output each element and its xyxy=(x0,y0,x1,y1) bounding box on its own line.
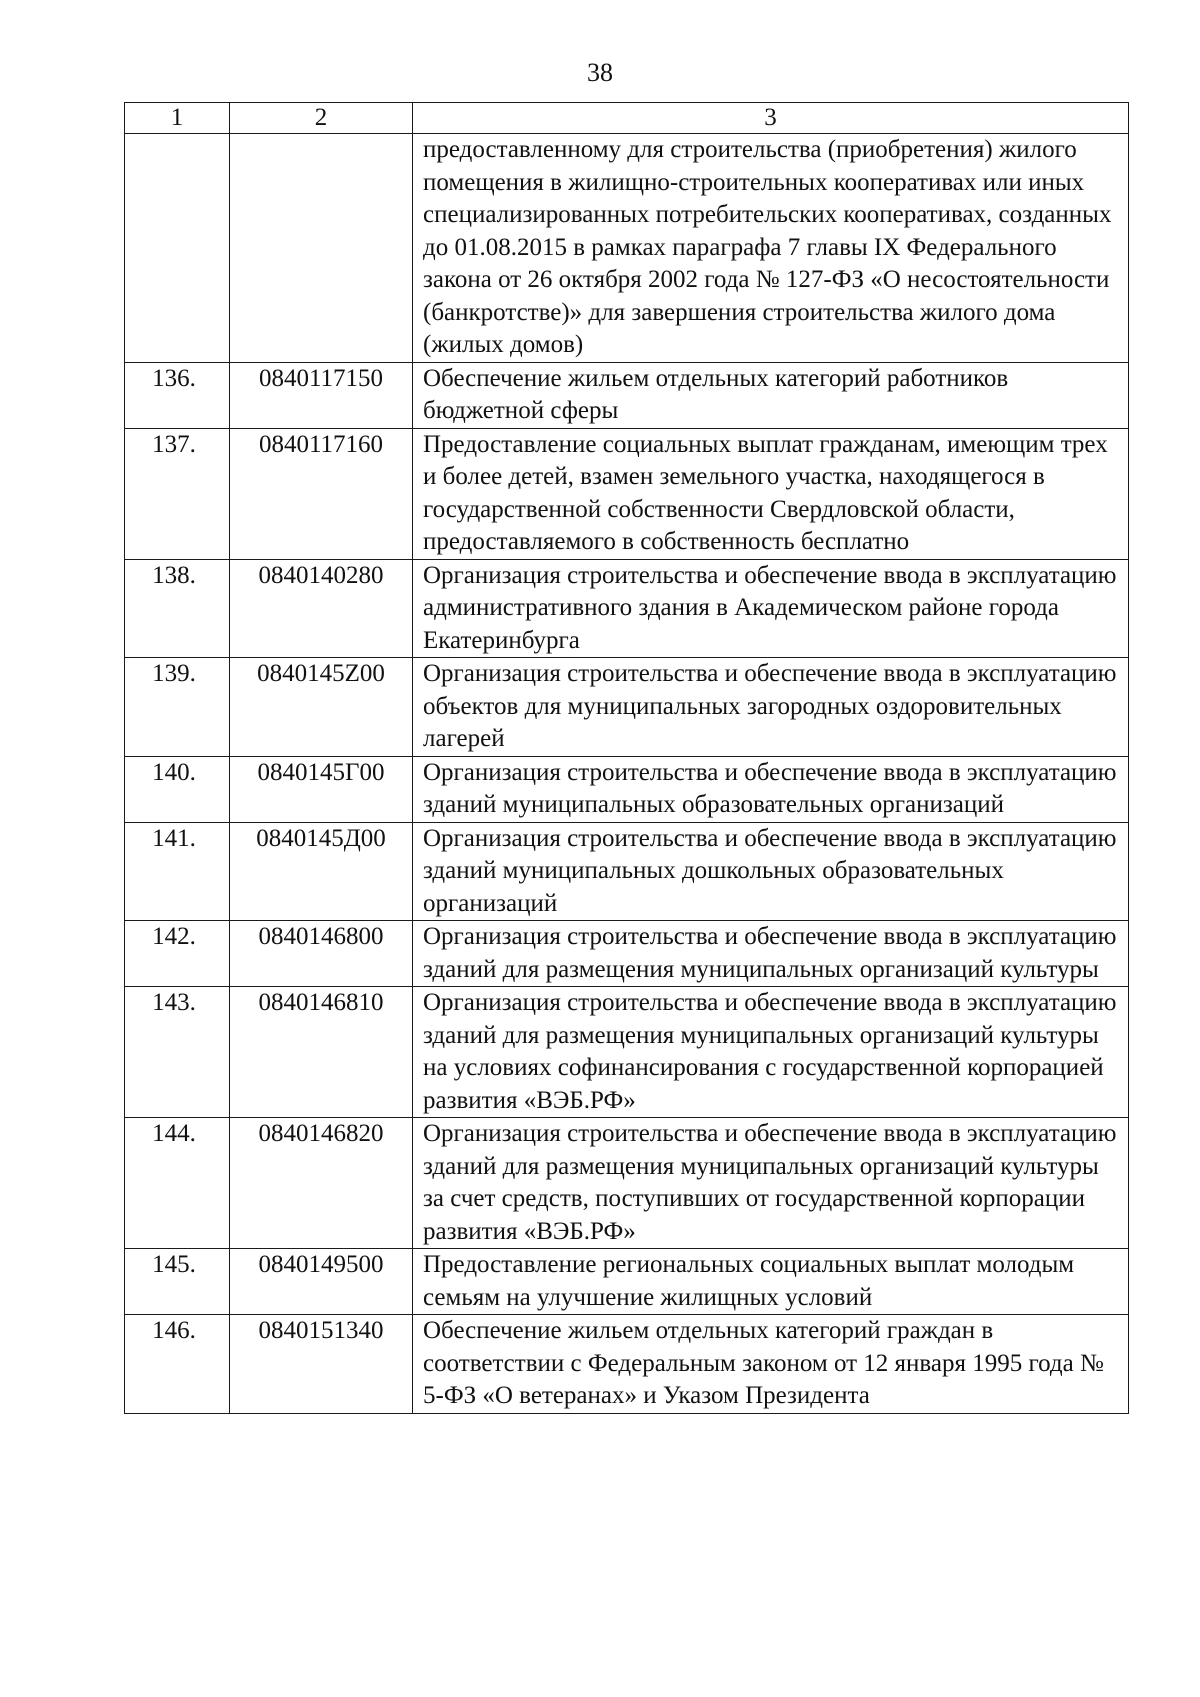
row-code: 0840146800 xyxy=(230,921,413,987)
row-code: 0840146810 xyxy=(230,987,413,1118)
row-description: Организация строительства и обеспечение ввода в эксплуатацию зданий для размещения муниципальных организаций культуры xyxy=(413,921,1129,987)
table-row xyxy=(125,134,1129,363)
column-header-3: 3 xyxy=(413,103,1129,134)
row-number: 138. xyxy=(125,559,230,658)
row-number: 143. xyxy=(125,987,230,1118)
row-description: Организация строительства и обеспечение ввода в эксплуатацию зданий муниципальных образовательных организаций xyxy=(413,756,1129,822)
row-code: 0840145Д00 xyxy=(230,822,413,921)
document-table xyxy=(124,102,1129,1414)
table-row xyxy=(125,756,1129,822)
row-code: 0840151340 xyxy=(230,1315,413,1414)
table-row xyxy=(125,428,1129,559)
table-row xyxy=(125,822,1129,921)
table-row xyxy=(125,987,1129,1118)
column-header-2: 2 xyxy=(230,103,413,134)
row-code: 0840145Z00 xyxy=(230,658,413,757)
column-header-1: 1 xyxy=(125,103,230,134)
table-row xyxy=(125,921,1129,987)
row-description: Обеспечение жильем отдельных категорий работников бюджетной сферы xyxy=(413,362,1129,428)
row-number: 137. xyxy=(125,428,230,559)
table-row xyxy=(125,362,1129,428)
row-code xyxy=(230,134,413,363)
row-number: 139. xyxy=(125,658,230,757)
row-code: 0840145Г00 xyxy=(230,756,413,822)
page-number: 38 xyxy=(587,58,613,87)
row-code: 0840146820 xyxy=(230,1118,413,1249)
row-description: предоставленному для строительства (приобретения) жилого помещения в жилищно-строительных кооперативах или иных специализированных потребительских кооперативах, созданных до 01.08.2015 в рамках параграфа 7 главы IX Федерального закона от 26 октября 2002 года № 127-ФЗ «О несостоятельности (банкротстве)» для завершения строительства жилого дома (жилых домов) xyxy=(413,134,1129,363)
table-row xyxy=(125,658,1129,757)
row-description: Предоставление региональных социальных выплат молодым семьям на улучшение жилищных условий xyxy=(413,1249,1129,1315)
row-number: 136. xyxy=(125,362,230,428)
table-row xyxy=(125,559,1129,658)
row-description: Организация строительства и обеспечение ввода в эксплуатацию зданий для размещения муниципальных организаций культуры на условиях софинансирования с государственной корпорацией развития «ВЭБ.РФ» xyxy=(413,987,1129,1118)
table-row xyxy=(125,1118,1129,1249)
row-number: 140. xyxy=(125,756,230,822)
row-description: Организация строительства и обеспечение ввода в эксплуатацию административного здания в Академическом районе города Екатеринбурга xyxy=(413,559,1129,658)
row-code: 0840117150 xyxy=(230,362,413,428)
table-row xyxy=(125,1249,1129,1315)
row-number xyxy=(125,134,230,363)
row-code: 0840149500 xyxy=(230,1249,413,1315)
row-description: Организация строительства и обеспечение ввода в эксплуатацию объектов для муниципальных загородных оздоровительных лагерей xyxy=(413,658,1129,757)
row-code: 0840117160 xyxy=(230,428,413,559)
row-description: Обеспечение жильем отдельных категорий граждан в соответствии с Федеральным законом от 12 января 1995 года № 5-ФЗ «О ветеранах» и Указом Президента xyxy=(413,1315,1129,1414)
row-number: 142. xyxy=(125,921,230,987)
row-number: 145. xyxy=(125,1249,230,1315)
row-number: 144. xyxy=(125,1118,230,1249)
row-number: 141. xyxy=(125,822,230,921)
row-description: Организация строительства и обеспечение ввода в эксплуатацию зданий муниципальных дошкольных образовательных организаций xyxy=(413,822,1129,921)
row-code: 0840140280 xyxy=(230,559,413,658)
row-number: 146. xyxy=(125,1315,230,1414)
table-header-row xyxy=(125,103,1129,134)
row-description: Предоставление социальных выплат гражданам, имеющим трех и более детей, взамен земельного участка, находящегося в государственной собственности Свердловской области, предоставляемого в собственность бесплатно xyxy=(413,428,1129,559)
table-row xyxy=(125,1315,1129,1414)
row-description: Организация строительства и обеспечение ввода в эксплуатацию зданий для размещения муниципальных организаций культуры за счет средств, поступивших от государственной корпорации развития «ВЭБ.РФ» xyxy=(413,1118,1129,1249)
